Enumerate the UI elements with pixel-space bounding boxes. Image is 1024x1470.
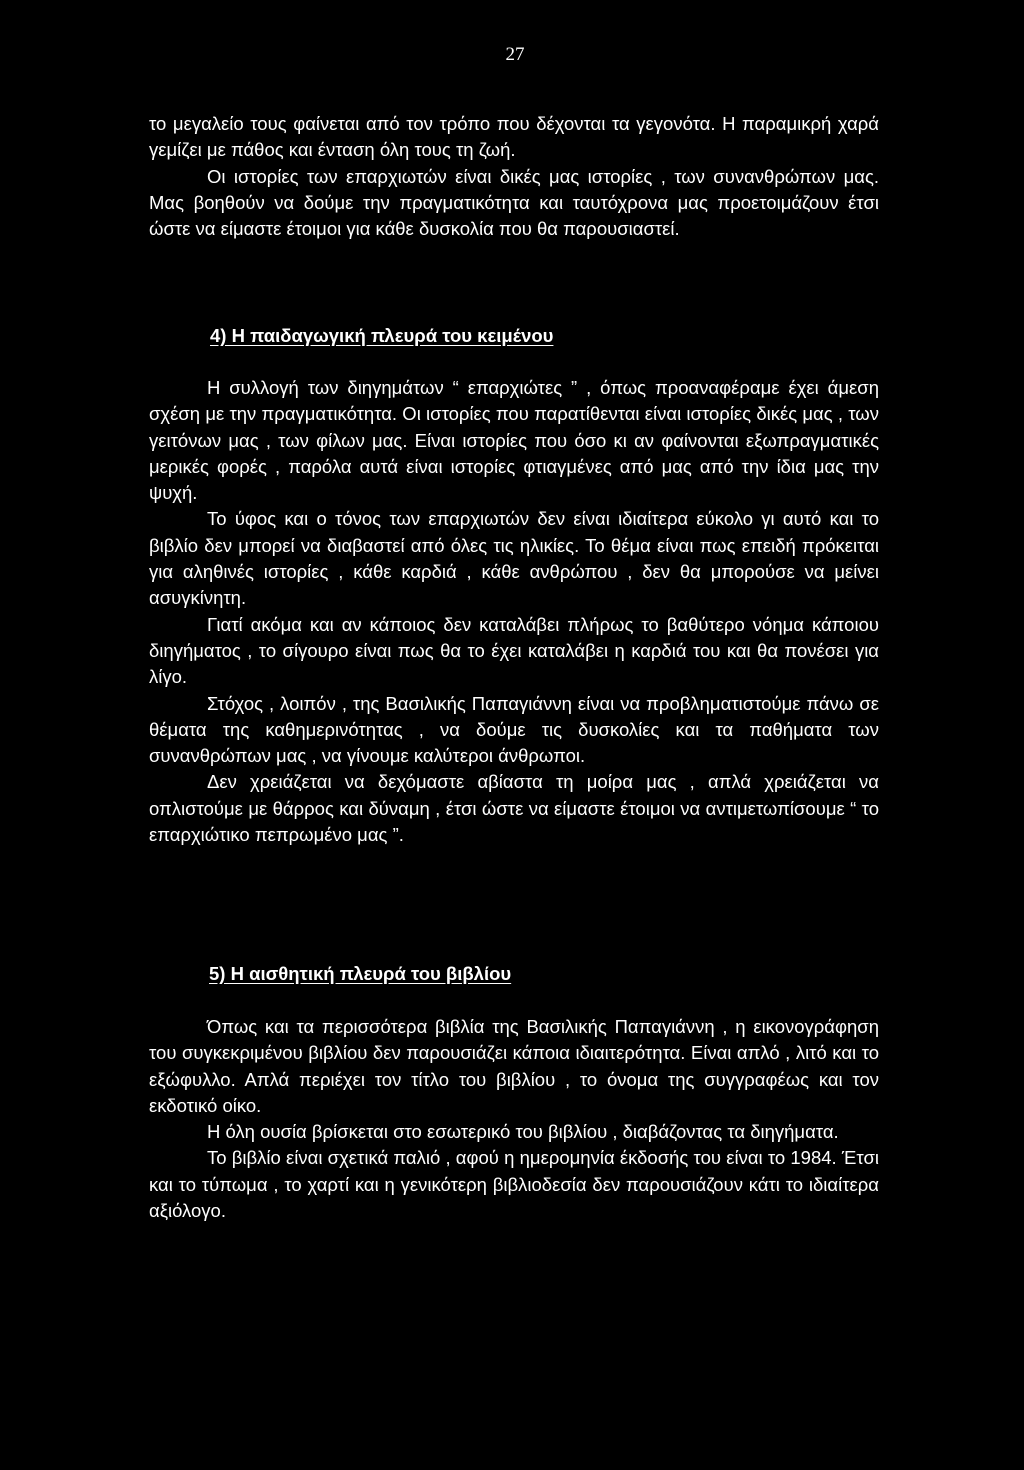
- intro-text: [149, 111, 879, 242]
- section-4-paragraph-5: Δεν χρειάζεται να δεχόμαστε αβίαστα τη μοίρα μας , απλά χρειάζεται να οπλιστούμε με θάρρος και δύναμη , έτσι ώστε να είμαστε έτοιμοι να αντιμετωπίσουμε “ το επαρχιώτικο πεπρωμένο μας ”.: [149, 771, 879, 846]
- section-4-paragraph-3: Γιατί ακόμα και αν κάποιος δεν καταλάβει πλήρως το βαθύτερο νόημα κάποιου διηγήματος , το σίγουρο είναι πως θα το έχει καταλάβει η καρδιά του και θα πονέσει για λίγο.: [149, 613, 879, 688]
- section-5-paragraph-3: Το βιβλίο είναι σχετικά παλιό , αφού η ημερομηνία έκδοσής του είναι το 1984. Έτσι και το τύπωμα , το χαρτί και η γενικότερη βιβλιοδεσία δεν παρουσιάζουν κάτι το ιδιαίτερα αξιόλογο.: [149, 1147, 879, 1222]
- section-5-paragraph-2: Η όλη ουσία βρίσκεται στο εσωτερικό του βιβλίου , διαβάζοντας τα διηγήματα.: [207, 1121, 839, 1143]
- intro-paragraph-1: το μεγαλείο τους φαίνεται από τον τρόπο που δέχονται τα γεγονότα. Η παραμικρή χαρά γεμίζει με πάθος και ένταση όλη τους τη ζωή.: [149, 113, 879, 161]
- intro-paragraph-2: Οι ιστορίες των επαρχιωτών είναι δικές μας ιστορίες , των συνανθρώπων μας. Μας βοηθούν να δούμε την πραγματικότητα και ταυτόχρονα μας προετοιμάζουν έτσι ώστε να είμαστε έτοιμοι για κάθε δυσκολία που θα παρουσιαστεί.: [149, 165, 879, 240]
- section-4-body: [149, 375, 879, 848]
- section-5-body: [149, 1014, 879, 1224]
- section-4-paragraph-1: Η συλλογή των διηγημάτων “ επαρχιώτες ” , όπως προαναφέραμε έχει άμεση σχέση με την πραγματικότητα. Οι ιστορίες που παρατίθενται είναι ιστορίες δικές μας , των γειτόνων μας , των φίλων μας. Είναι ιστορίες που όσο κι αν φαίνονται εξωπραγματικές μερικές φορές , παρόλα αυτά είναι ιστορίες φτιαγμένες από μας από την ίδια μας την ψυχή.: [149, 377, 879, 504]
- section-4-heading: 4) Η παιδαγωγική πλευρά του κειμένου: [210, 325, 554, 346]
- section-5-heading: 5) Η αισθητική πλευρά του βιβλίου: [209, 963, 512, 984]
- page-number: 27: [505, 44, 525, 65]
- section-5-paragraph-1: Όπως και τα περισσότερα βιβλία της Βασιλικής Παπαγιάννη , η εικονογράφηση του συγκεκριμένου βιβλίου δεν παρουσιάζει κάποια ιδιαιτερότητα. Είναι απλό , λιτό και το εξώφυλλο. Απλά περιέχει τον τίτλο του βιβλίου , το όνομα της συγγραφέως και τον εκδοτικό οίκο.: [149, 1016, 879, 1116]
- section-4-paragraph-2: Το ύφος και ο τόνος των επαρχιωτών δεν είναι ιδιαίτερα εύκολο γι αυτό και το βιβλίο δεν μπορεί να διαβαστεί από όλες τις ηλικίες. Το θέμα είναι πως επειδή πρόκειται για αληθινές ιστορίες , κάθε καρδιά , κάθε ανθρώπου , δεν θα μπορούσε να μείνει ασυγκίνητη.: [149, 508, 879, 609]
- section-4-paragraph-4: Στόχος , λοιπόν , της Βασιλικής Παπαγιάννη είναι να προβληματιστούμε πάνω σε θέματα της καθημερινότητας , να δούμε τις δυσκολίες και τα παθήματα των συνανθρώπων μας , να γίνουμε καλύτεροι άνθρωποι.: [149, 692, 879, 767]
